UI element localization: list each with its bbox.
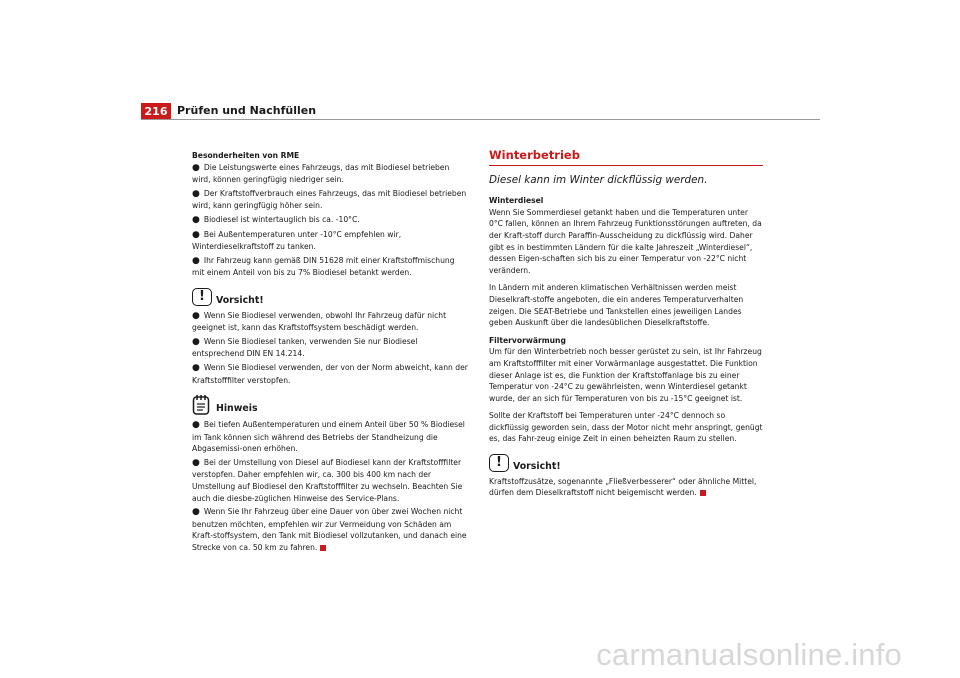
bullet-icon: ● <box>192 229 200 240</box>
right-column <box>489 150 764 499</box>
section-subtitle: Diesel kann im Winter dickflüssig werden. <box>489 173 708 186</box>
filter-paragraph-1: Um für den Winterbetrieb noch besser gerüstet zu sein, ist Ihr Fahrzeug am Kraftstofffilter mit einer Vorwärmanlage ausgestattet. Die Funktion dieser Anlage ist es, die Funktion der Kraftstoffanlage bis zu einer Temperatur von -24°C zu gewährleisten, wenn Winterdiesel getankt wurde, der an sich für Temperaturen von bis zu -15°C geeignet ist. <box>489 347 762 403</box>
page-number: 216 <box>141 103 171 120</box>
note-label: Hinweis <box>216 403 258 415</box>
winterdiesel-paragraph-2: In Ländern mit anderen klimatischen Verhältnissen werden meist Dieselkraft-stoffe angeboten, die ein anderes Temperaturverhalten zeigen. Die SEAT-Betriebe und Tankstellen eines jeweiligen Landes geben Auskunft über die landesüblichen Dieselkraftstoffe. <box>489 283 744 328</box>
page-header-title: Prüfen und Nachfüllen <box>177 104 317 117</box>
list-item: ● Der Kraftstoffverbrauch eines Fahrzeugs, das mit Biodiesel betrieben wird, kann geringfügig höher sein. <box>192 188 467 211</box>
section-title: Winterbetrieb <box>489 150 763 166</box>
caution-label: Vorsicht! <box>513 461 561 473</box>
list-item: ● Wenn Sie Biodiesel verwenden, der von der Norm abweicht, kann der Kraftstofffilter verstopfen. <box>192 362 468 385</box>
bullet-icon: ● <box>192 188 200 199</box>
end-of-section-marker <box>700 490 706 496</box>
caution-label: Vorsicht! <box>216 294 264 306</box>
exclamation-icon: ! <box>489 454 509 472</box>
bullet-icon: ● <box>192 214 200 225</box>
list-item: ● Bei Außentemperaturen unter -10°C empfehlen wir, Winterdieselkraftstoff zu tanken. <box>192 229 402 252</box>
list-item: ● Biodiesel ist wintertauglich bis ca. -10°C. <box>192 214 360 225</box>
bullet-icon: ● <box>192 255 200 266</box>
list-item: ● Wenn Sie Biodiesel verwenden, obwohl Ihr Fahrzeug dafür nicht geeignet ist, kann das Kraftstoffsystem beschädigt werden. <box>192 310 447 333</box>
list-item: ● Bei tiefen Außentemperaturen und einem Anteil über 50 % Biodiesel im Tank können sich während des Betriebs der Standheizung die Abgasemissi-onen erhöhen. <box>192 420 465 454</box>
caution-header <box>192 287 468 307</box>
exclamation-icon: ! <box>192 288 212 306</box>
note-icon <box>192 394 212 416</box>
end-of-section-marker <box>320 545 326 551</box>
caution-list <box>192 310 468 387</box>
list-item: ● Ihr Fahrzeug kann gemäß DIN 51628 mit einer Kraftstoffmischung mit einem Anteil von bis zu 7% Biodiesel betankt werden. <box>192 255 455 278</box>
biodiesel-heading: Besonderheiten von RME <box>192 151 300 160</box>
note-header <box>192 394 468 416</box>
biodiesel-list <box>192 162 468 279</box>
filter-heading: Filtervorwärmung <box>489 335 566 345</box>
bullet-icon: ● <box>192 507 200 518</box>
note-list <box>192 419 468 554</box>
list-item: ● Wenn Sie Biodiesel tanken, verwenden Sie nur Biodiesel entsprechend DIN EN 14.214. <box>192 336 418 359</box>
bullet-icon: ● <box>192 362 200 373</box>
winterdiesel-heading: Winterdiesel <box>489 196 544 206</box>
list-item: ● Die Leistungswerte eines Fahrzeugs, das mit Biodiesel betrieben wird, können geringfügig niedriger sein. <box>192 162 450 185</box>
bullet-icon: ● <box>192 310 200 321</box>
winterdiesel-paragraph-1: Wenn Sie Sommerdiesel getankt haben und die Temperaturen unter 0°C fallen, können an Ihrem Fahrzeug Funktionsstörungen auftreten, da der Kraft-stoff durch Paraffin-Ausscheidung zu dickflüssig wird. Daher gibt es in bestimmten Ländern für die kalte Jahreszeit „Winterdiesel“, dessen Eigen-schaften sich bis zu einer Temperatur von -22°C nicht verändern. <box>489 207 762 275</box>
caution-header <box>489 453 764 473</box>
caution-text: Kraftstoffzusätze, sogenannte „Fließverbesserer“ oder ähnliche Mittel, dürfen dem Dieselkraftstoff nicht beigemischt werden. <box>489 476 757 498</box>
bullet-icon: ● <box>192 457 200 468</box>
bullet-icon: ● <box>192 162 200 173</box>
watermark: carmanualsonline.info <box>596 637 902 672</box>
bullet-icon: ● <box>192 336 200 347</box>
header-divider <box>141 119 820 120</box>
list-item: ● Wenn Sie Ihr Fahrzeug über eine Dauer von über zwei Wochen nicht benutzen möchten, empfehlen wir zur Vermeidung von Schäden am Kraft-stoffsystem, den Tank mit Biodiesel vollzutanken, und danach eine Strecke von ca. 50 km zu fahren. <box>192 507 467 553</box>
filter-paragraph-2: Sollte der Kraftstoff bei Temperaturen unter -24°C dennoch so dickflüssig geworden sein, dass der Motor nicht mehr anspringt, genügt es, das Fahr-zeug einige Zeit in einen beheizten Raum zu stellen. <box>489 411 763 444</box>
list-item: ● Bei der Umstellung von Diesel auf Biodiesel kann der Kraftstofffilter verstopfen. Daher empfehlen wir, ca. 300 bis 400 km nach der Umstellung auf Biodiesel den Kraftstofffilter zu wechseln. Beachten Sie auch die diesbe-züglichen Hinweise des Service-Plans. <box>192 457 463 503</box>
left-column <box>192 150 468 556</box>
bullet-icon: ● <box>192 420 200 431</box>
